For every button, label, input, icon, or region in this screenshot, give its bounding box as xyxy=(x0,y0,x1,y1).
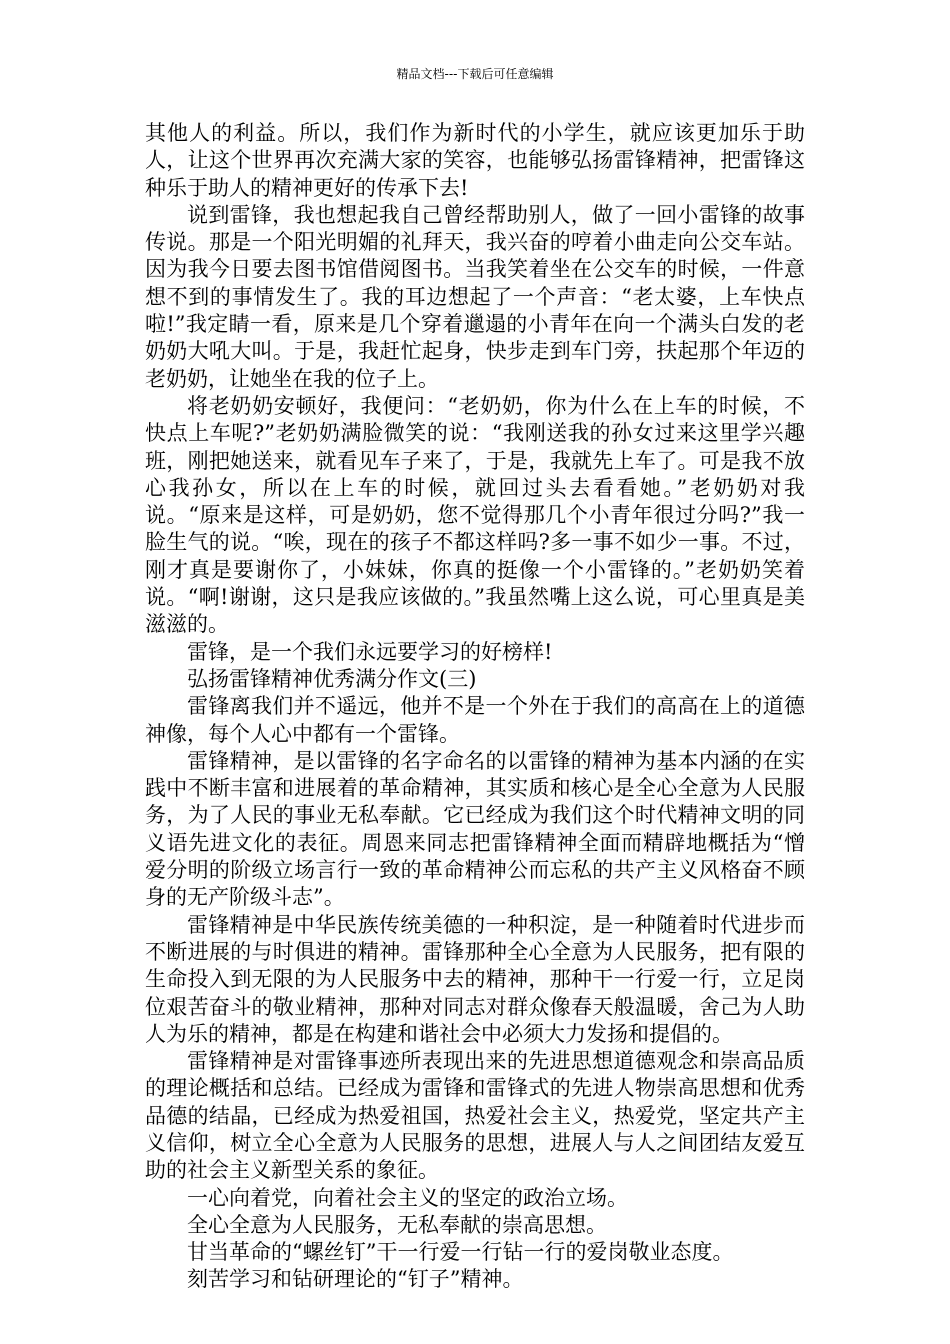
paragraph: 雷锋精神，是以雷锋的名字命名的以雷锋的精神为基本内涵的在实践中不断丰富和进展着的革命精神，其实质和核心是全心全意为人民服务，为了人民的事业无私奉献。它已经成为我们这个时代精神文明的同义语先进文化的表征。周恩来同志把雷锋精神全面而精辟地概括为“憎爱分明的阶级立场言行一致的革命精神公而忘私的共产主义风格奋不顾身的无产阶级斗志”。 xyxy=(145,748,805,910)
paragraph: 雷锋，是一个我们永远要学习的好榜样! xyxy=(187,639,553,664)
paragraph: 雷锋精神是对雷锋事迹所表现出来的先进思想道德观念和崇高品质的理论概括和总结。已经成为雷锋和雷锋式的先进人物崇高思想和优秀品德的结晶，已经成为热爱祖国，热爱社会主义，热爱党，坚定共产主义信仰，树立全心全意为人民服务的思想，进展人与人之间团结友爱互助的社会主义新型关系的象征。 xyxy=(145,1049,805,1183)
section-title: 弘扬雷锋精神优秀满分作文(三) xyxy=(187,666,477,691)
paragraph: 全心全意为人民服务，无私奉献的崇高思想。 xyxy=(187,1212,607,1237)
document-body xyxy=(145,120,805,1294)
paragraph: 一心向着党，向着社会主义的坚定的政治立场。 xyxy=(187,1185,628,1210)
paragraph: 雷锋精神是中华民族传统美德的一种积淀，是一种随着时代进步而不断进展的与时俱进的精神。雷锋那种全心全意为人民服务，把有限的生命投入到无限的为人民服务中去的精神，那种干一行爱一行，立足岗位艰苦奋斗的敬业精神，那种对同志对群众像春天般温暖，舍己为人助人为乐的精神，都是在构建和谐社会中必须大力发扬和提倡的。 xyxy=(145,912,805,1046)
paragraph: 说到雷锋，我也想起我自己曾经帮助别人，做了一回小雷锋的故事传说。那是一个阳光明媚的礼拜天，我兴奋的哼着小曲走向公交车站。因为我今日要去图书馆借阅图书。当我笑着坐在公交车的时候，一件意想不到的事情发生了。我的耳边想起了一个声音：“老太婆，上车快点啦!”我定睛一看，原来是几个穿着邋遢的小青年在向一个满头白发的老奶奶大吼大叫。于是，我赶忙起身，快步走到车门旁，扶起那个年迈的老奶奶，让她坐在我的位子上。 xyxy=(145,202,805,391)
paragraph: 甘当革命的“螺丝钉”干一行爱一行钻一行的爱岗敬业态度。 xyxy=(187,1240,734,1265)
paragraph: 雷锋离我们并不遥远，他并不是一个外在于我们的高高在上的道德神像，每个人心中都有一个雷锋。 xyxy=(145,694,805,746)
page-header: 精品文档---下载后可任意编辑 xyxy=(396,67,554,81)
paragraph: 刻苦学习和钻研理论的“钉子”精神。 xyxy=(187,1267,524,1292)
paragraph-continued: 其他人的利益。所以，我们作为新时代的小学生，就应该更加乐于助人，让这个世界再次充满大家的笑容，也能够弘扬雷锋精神，把雷锋这种乐于助人的精神更好的传承下去! xyxy=(145,121,805,200)
paragraph: 将老奶奶安顿好，我便问：“老奶奶，你为什么在上车的时候，不快点上车呢?”老奶奶满脸微笑的说：“我刚送我的孙女过来这里学兴趣班，刚把她送来，就看见车子来了，于是，我就先上车了。可是我不放心我孙女，所以在上车的时候，就回过头去看看她。”老奶奶对我说。“原来是这样，可是奶奶，您不觉得那几个小青年很过分吗?”我一脸生气的说。“唉，现在的孩子不都这样吗?多一事不如少一事。不过，刚才真是要谢你了，小妹妹，你真的挺像一个小雷锋的。”老奶奶笑着说。“啊!谢谢，这只是我应该做的。”我虽然嘴上这么说，可心里真是美滋滋的。 xyxy=(145,393,805,637)
